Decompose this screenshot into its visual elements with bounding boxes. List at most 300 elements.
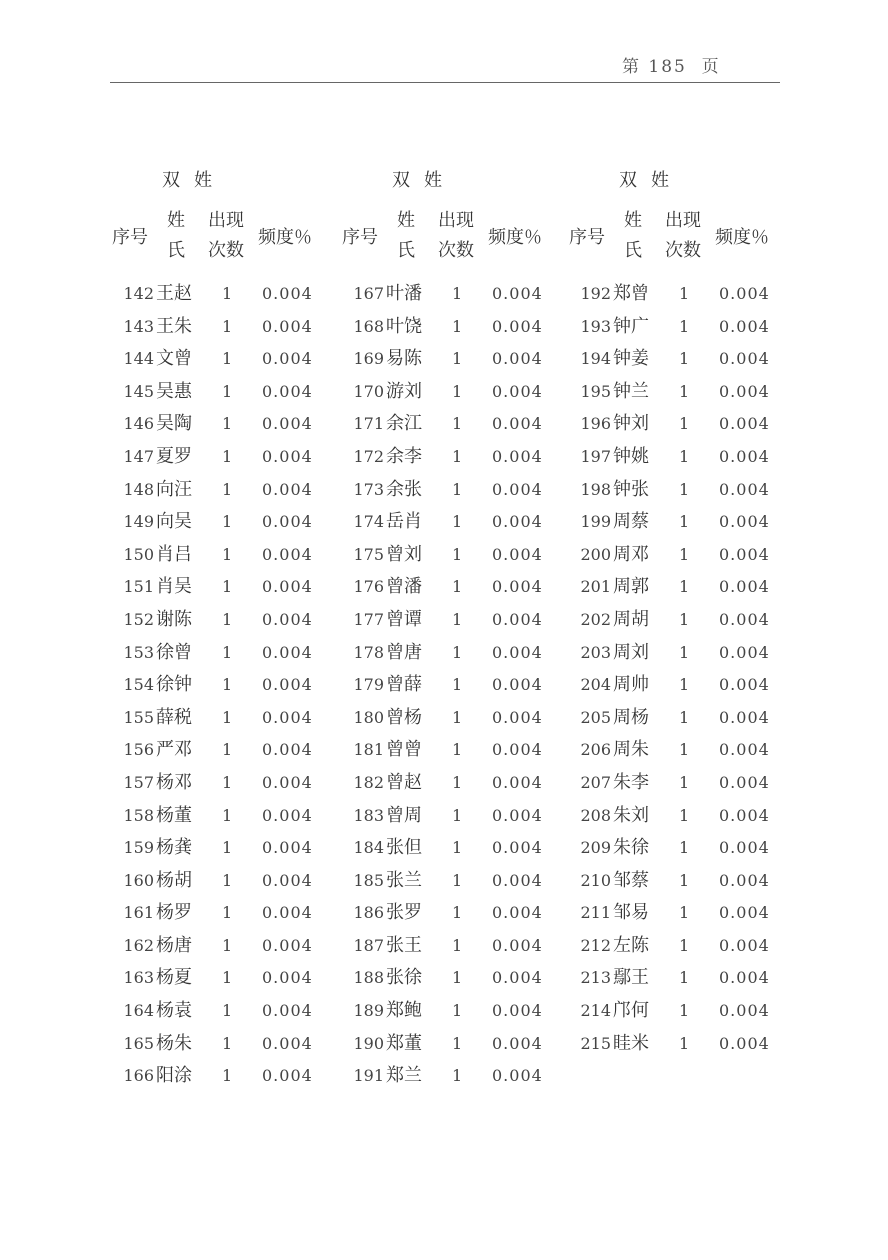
row-frequency: 0.004 bbox=[492, 772, 543, 792]
row-surname: 周邓 bbox=[613, 543, 649, 565]
row-count: 1 bbox=[679, 446, 690, 466]
row-seq: 188 bbox=[353, 968, 384, 988]
row-surname: 游刘 bbox=[386, 380, 422, 402]
row-surname: 夏罗 bbox=[156, 445, 192, 467]
row-seq: 150 bbox=[123, 544, 154, 564]
table-row bbox=[565, 278, 805, 311]
row-seq: 175 bbox=[353, 544, 384, 564]
row-count: 1 bbox=[679, 479, 690, 499]
row-frequency: 0.004 bbox=[719, 1001, 770, 1021]
row-seq: 208 bbox=[580, 805, 611, 825]
row-count: 1 bbox=[679, 1001, 690, 1021]
row-seq: 187 bbox=[353, 935, 384, 955]
table-rows bbox=[108, 278, 348, 1093]
row-seq: 148 bbox=[123, 479, 154, 499]
row-frequency: 0.004 bbox=[719, 740, 770, 760]
row-frequency: 0.004 bbox=[492, 740, 543, 760]
row-count: 1 bbox=[222, 805, 233, 825]
row-seq: 204 bbox=[580, 675, 611, 695]
row-surname: 钟姜 bbox=[613, 348, 649, 370]
column-header-freq: 频度％ bbox=[488, 227, 542, 248]
row-surname: 王朱 bbox=[156, 315, 192, 337]
table-row bbox=[108, 441, 348, 474]
row-surname: 余李 bbox=[386, 445, 422, 467]
row-surname: 余张 bbox=[386, 478, 422, 500]
row-seq: 202 bbox=[580, 609, 611, 629]
row-surname: 岳肖 bbox=[386, 511, 422, 533]
row-seq: 210 bbox=[580, 870, 611, 890]
row-surname: 周胡 bbox=[613, 608, 649, 630]
table-row bbox=[565, 408, 805, 441]
row-surname: 吴陶 bbox=[156, 413, 192, 435]
row-seq: 176 bbox=[353, 577, 384, 597]
table-row bbox=[338, 539, 578, 572]
row-seq: 196 bbox=[580, 414, 611, 434]
row-frequency: 0.004 bbox=[719, 577, 770, 597]
row-surname: 邹易 bbox=[613, 902, 649, 924]
row-surname: 王赵 bbox=[156, 283, 192, 304]
row-frequency: 0.004 bbox=[719, 805, 770, 825]
row-seq: 143 bbox=[123, 316, 154, 336]
column-header-name bbox=[165, 206, 187, 266]
row-seq: 192 bbox=[580, 284, 611, 303]
row-frequency: 0.004 bbox=[262, 1033, 313, 1053]
table-row bbox=[565, 767, 805, 800]
row-surname: 杨董 bbox=[156, 804, 192, 826]
table-row bbox=[565, 539, 805, 572]
row-seq: 205 bbox=[580, 707, 611, 727]
table-row bbox=[108, 962, 348, 995]
row-surname: 徐钟 bbox=[156, 674, 192, 696]
row-count: 1 bbox=[452, 772, 463, 792]
row-frequency: 0.004 bbox=[262, 1001, 313, 1021]
column-header-count bbox=[663, 206, 703, 266]
row-seq: 177 bbox=[353, 609, 384, 629]
row-frequency: 0.004 bbox=[719, 968, 770, 988]
table-row bbox=[338, 669, 578, 702]
row-surname: 曾薛 bbox=[386, 674, 422, 696]
row-seq: 186 bbox=[353, 903, 384, 923]
row-seq: 201 bbox=[580, 577, 611, 597]
row-seq: 203 bbox=[580, 642, 611, 662]
row-surname: 张王 bbox=[386, 934, 422, 956]
row-frequency: 0.004 bbox=[719, 903, 770, 923]
row-seq: 161 bbox=[123, 903, 154, 923]
table-row bbox=[338, 897, 578, 930]
row-count: 1 bbox=[222, 870, 233, 890]
row-surname: 张但 bbox=[386, 837, 422, 859]
row-frequency: 0.004 bbox=[492, 903, 543, 923]
row-count: 1 bbox=[222, 675, 233, 695]
row-frequency: 0.004 bbox=[492, 1033, 543, 1053]
row-surname: 杨龚 bbox=[156, 837, 192, 859]
row-surname: 曾唐 bbox=[386, 641, 422, 663]
row-surname: 郑曾 bbox=[613, 283, 649, 304]
row-seq: 198 bbox=[580, 479, 611, 499]
row-count: 1 bbox=[679, 381, 690, 401]
row-seq: 172 bbox=[353, 446, 384, 466]
row-seq: 179 bbox=[353, 675, 384, 695]
row-count: 1 bbox=[452, 838, 463, 858]
row-surname: 钟兰 bbox=[613, 380, 649, 402]
row-count: 1 bbox=[679, 707, 690, 727]
row-count: 1 bbox=[452, 544, 463, 564]
column-header-count-line1: 出现 bbox=[438, 210, 474, 231]
table-row bbox=[338, 311, 578, 344]
row-surname: 肖吴 bbox=[156, 576, 192, 598]
table-row bbox=[565, 343, 805, 376]
row-seq: 170 bbox=[353, 381, 384, 401]
row-frequency: 0.004 bbox=[492, 968, 543, 988]
row-surname: 鄢王 bbox=[613, 967, 649, 989]
table-row bbox=[338, 1028, 578, 1061]
row-frequency: 0.004 bbox=[492, 805, 543, 825]
row-count: 1 bbox=[452, 609, 463, 629]
row-count: 1 bbox=[452, 316, 463, 336]
table-row bbox=[338, 278, 578, 311]
row-count: 1 bbox=[679, 512, 690, 532]
column-header-name-line2: 氏 bbox=[167, 240, 185, 261]
row-surname: 向汪 bbox=[156, 478, 192, 500]
table-row bbox=[565, 441, 805, 474]
row-count: 1 bbox=[679, 870, 690, 890]
row-count: 1 bbox=[452, 1033, 463, 1053]
row-count: 1 bbox=[222, 1066, 233, 1086]
row-count: 1 bbox=[679, 772, 690, 792]
column-header-name-line1: 姓 bbox=[624, 210, 642, 231]
table-row bbox=[108, 702, 348, 735]
row-seq: 155 bbox=[123, 707, 154, 727]
row-seq: 184 bbox=[353, 838, 384, 858]
row-count: 1 bbox=[222, 838, 233, 858]
row-frequency: 0.004 bbox=[492, 349, 543, 369]
row-count: 1 bbox=[679, 675, 690, 695]
table-row bbox=[108, 376, 348, 409]
column-header-name bbox=[395, 206, 417, 266]
row-seq: 144 bbox=[123, 349, 154, 369]
row-surname: 张徐 bbox=[386, 967, 422, 989]
row-seq: 191 bbox=[353, 1066, 384, 1086]
row-frequency: 0.004 bbox=[262, 544, 313, 564]
table-row bbox=[108, 474, 348, 507]
table-row bbox=[565, 897, 805, 930]
row-frequency: 0.004 bbox=[719, 316, 770, 336]
row-surname: 张罗 bbox=[386, 902, 422, 924]
row-seq: 159 bbox=[123, 838, 154, 858]
row-surname: 朱徐 bbox=[613, 837, 649, 859]
row-count: 1 bbox=[222, 414, 233, 434]
row-surname: 薛税 bbox=[156, 706, 192, 728]
row-seq: 147 bbox=[123, 446, 154, 466]
row-frequency: 0.004 bbox=[262, 968, 313, 988]
row-surname: 周杨 bbox=[613, 706, 649, 728]
row-frequency: 0.004 bbox=[492, 512, 543, 532]
group-title: 双姓 bbox=[162, 170, 226, 191]
row-surname: 钟刘 bbox=[613, 413, 649, 435]
row-seq: 152 bbox=[123, 609, 154, 629]
row-count: 1 bbox=[222, 544, 233, 564]
row-count: 1 bbox=[222, 446, 233, 466]
row-seq: 171 bbox=[353, 414, 384, 434]
table-rows bbox=[338, 278, 578, 1093]
row-seq: 193 bbox=[580, 316, 611, 336]
table-row bbox=[565, 311, 805, 344]
column-header-count-line2: 次数 bbox=[438, 240, 474, 261]
row-frequency: 0.004 bbox=[262, 903, 313, 923]
table-row bbox=[108, 995, 348, 1028]
table-row bbox=[108, 343, 348, 376]
row-surname: 余江 bbox=[386, 413, 422, 435]
row-surname: 徐曾 bbox=[156, 641, 192, 663]
column-header-count-line1: 出现 bbox=[665, 210, 701, 231]
row-count: 1 bbox=[452, 935, 463, 955]
row-seq: 162 bbox=[123, 935, 154, 955]
column-header-count-line1: 出现 bbox=[208, 210, 244, 231]
row-frequency: 0.004 bbox=[492, 1066, 543, 1086]
row-count: 1 bbox=[222, 349, 233, 369]
row-surname: 曾杨 bbox=[386, 706, 422, 728]
row-surname: 周郭 bbox=[613, 576, 649, 598]
row-seq: 145 bbox=[123, 381, 154, 401]
row-surname: 周蔡 bbox=[613, 511, 649, 533]
row-frequency: 0.004 bbox=[719, 284, 770, 303]
row-surname: 肖吕 bbox=[156, 543, 192, 565]
column-header-seq: 序号 bbox=[569, 227, 605, 248]
row-surname: 向吴 bbox=[156, 511, 192, 533]
row-count: 1 bbox=[679, 903, 690, 923]
row-frequency: 0.004 bbox=[719, 414, 770, 434]
table-row bbox=[565, 474, 805, 507]
table-row bbox=[338, 506, 578, 539]
table-row bbox=[108, 539, 348, 572]
row-count: 1 bbox=[452, 968, 463, 988]
row-frequency: 0.004 bbox=[492, 1001, 543, 1021]
row-count: 1 bbox=[452, 642, 463, 662]
row-seq: 158 bbox=[123, 805, 154, 825]
row-frequency: 0.004 bbox=[492, 675, 543, 695]
row-frequency: 0.004 bbox=[262, 349, 313, 369]
table-row bbox=[565, 1028, 805, 1061]
row-surname: 杨夏 bbox=[156, 967, 192, 989]
table-row bbox=[565, 604, 805, 637]
row-frequency: 0.004 bbox=[262, 381, 313, 401]
table-row bbox=[108, 278, 348, 311]
row-surname: 邹蔡 bbox=[613, 869, 649, 891]
table-row bbox=[338, 702, 578, 735]
table-row bbox=[108, 865, 348, 898]
row-surname: 杨罗 bbox=[156, 902, 192, 924]
row-surname: 邝何 bbox=[613, 1000, 649, 1022]
row-seq: 142 bbox=[123, 284, 154, 303]
table-row bbox=[565, 571, 805, 604]
row-surname: 郑兰 bbox=[386, 1065, 422, 1087]
row-count: 1 bbox=[679, 838, 690, 858]
table-row bbox=[108, 1060, 348, 1093]
row-seq: 189 bbox=[353, 1001, 384, 1021]
row-seq: 149 bbox=[123, 512, 154, 532]
row-seq: 212 bbox=[580, 935, 611, 955]
row-count: 1 bbox=[222, 903, 233, 923]
row-count: 1 bbox=[452, 675, 463, 695]
row-count: 1 bbox=[222, 642, 233, 662]
table-row bbox=[338, 930, 578, 963]
row-frequency: 0.004 bbox=[262, 870, 313, 890]
row-surname: 左陈 bbox=[613, 934, 649, 956]
row-surname: 曾刘 bbox=[386, 543, 422, 565]
table-row bbox=[338, 571, 578, 604]
row-frequency: 0.004 bbox=[262, 479, 313, 499]
column-header-name-line1: 姓 bbox=[167, 210, 185, 231]
row-surname: 杨朱 bbox=[156, 1032, 192, 1054]
table-row bbox=[338, 767, 578, 800]
row-count: 1 bbox=[679, 316, 690, 336]
table-row bbox=[338, 865, 578, 898]
row-frequency: 0.004 bbox=[492, 838, 543, 858]
row-count: 1 bbox=[679, 414, 690, 434]
row-surname: 张兰 bbox=[386, 869, 422, 891]
row-seq: 168 bbox=[353, 316, 384, 336]
table-row bbox=[338, 995, 578, 1028]
row-count: 1 bbox=[679, 740, 690, 760]
row-count: 1 bbox=[222, 577, 233, 597]
row-frequency: 0.004 bbox=[492, 935, 543, 955]
row-surname: 杨胡 bbox=[156, 869, 192, 891]
row-seq: 200 bbox=[580, 544, 611, 564]
row-count: 1 bbox=[452, 707, 463, 727]
column-header-freq: 频度％ bbox=[715, 227, 769, 248]
row-surname: 钟广 bbox=[613, 315, 649, 337]
row-count: 1 bbox=[452, 740, 463, 760]
row-count: 1 bbox=[679, 968, 690, 988]
row-seq: 164 bbox=[123, 1001, 154, 1021]
row-seq: 213 bbox=[580, 968, 611, 988]
row-seq: 190 bbox=[353, 1033, 384, 1053]
row-seq: 167 bbox=[353, 284, 384, 303]
row-count: 1 bbox=[222, 609, 233, 629]
row-count: 1 bbox=[452, 870, 463, 890]
column-header-name-line2: 氏 bbox=[397, 240, 415, 261]
row-seq: 197 bbox=[580, 446, 611, 466]
row-frequency: 0.004 bbox=[719, 642, 770, 662]
table-row bbox=[108, 637, 348, 670]
row-frequency: 0.004 bbox=[262, 609, 313, 629]
row-frequency: 0.004 bbox=[492, 446, 543, 466]
row-frequency: 0.004 bbox=[262, 805, 313, 825]
row-seq: 209 bbox=[580, 838, 611, 858]
row-surname: 眭米 bbox=[613, 1032, 649, 1054]
row-count: 1 bbox=[222, 772, 233, 792]
row-count: 1 bbox=[222, 935, 233, 955]
row-seq: 146 bbox=[123, 414, 154, 434]
row-seq: 178 bbox=[353, 642, 384, 662]
table-row bbox=[565, 734, 805, 767]
table-row bbox=[565, 800, 805, 833]
column-header-name bbox=[622, 206, 644, 266]
table-panel-1 bbox=[108, 0, 348, 1260]
row-frequency: 0.004 bbox=[262, 284, 313, 303]
row-seq: 174 bbox=[353, 512, 384, 532]
row-frequency: 0.004 bbox=[262, 838, 313, 858]
row-frequency: 0.004 bbox=[492, 316, 543, 336]
row-surname: 易陈 bbox=[386, 348, 422, 370]
row-count: 1 bbox=[452, 1066, 463, 1086]
row-frequency: 0.004 bbox=[719, 349, 770, 369]
table-row bbox=[108, 604, 348, 637]
row-seq: 173 bbox=[353, 479, 384, 499]
row-frequency: 0.004 bbox=[492, 577, 543, 597]
table-row bbox=[565, 865, 805, 898]
row-count: 1 bbox=[452, 805, 463, 825]
row-surname: 严邓 bbox=[156, 739, 192, 761]
row-frequency: 0.004 bbox=[492, 479, 543, 499]
row-surname: 杨袁 bbox=[156, 1000, 192, 1022]
row-seq: 194 bbox=[580, 349, 611, 369]
table-row bbox=[565, 637, 805, 670]
row-seq: 169 bbox=[353, 349, 384, 369]
row-frequency: 0.004 bbox=[492, 642, 543, 662]
table-row bbox=[338, 637, 578, 670]
row-count: 1 bbox=[222, 707, 233, 727]
row-seq: 183 bbox=[353, 805, 384, 825]
row-surname: 周刘 bbox=[613, 641, 649, 663]
group-title: 双姓 bbox=[392, 170, 456, 191]
row-frequency: 0.004 bbox=[262, 707, 313, 727]
table-row bbox=[108, 571, 348, 604]
column-header-count-line2: 次数 bbox=[665, 240, 701, 261]
row-seq: 166 bbox=[123, 1066, 154, 1086]
column-header-freq: 频度％ bbox=[258, 227, 312, 248]
row-count: 1 bbox=[222, 479, 233, 499]
row-count: 1 bbox=[222, 512, 233, 532]
row-seq: 156 bbox=[123, 740, 154, 760]
row-count: 1 bbox=[679, 609, 690, 629]
row-frequency: 0.004 bbox=[719, 446, 770, 466]
table-row bbox=[338, 604, 578, 637]
row-frequency: 0.004 bbox=[719, 544, 770, 564]
row-frequency: 0.004 bbox=[719, 381, 770, 401]
row-count: 1 bbox=[452, 512, 463, 532]
row-surname: 曾曾 bbox=[386, 739, 422, 761]
row-surname: 周帅 bbox=[613, 674, 649, 696]
row-count: 1 bbox=[679, 1033, 690, 1053]
row-frequency: 0.004 bbox=[262, 1066, 313, 1086]
row-frequency: 0.004 bbox=[262, 935, 313, 955]
row-frequency: 0.004 bbox=[492, 544, 543, 564]
table-row bbox=[338, 441, 578, 474]
row-frequency: 0.004 bbox=[262, 316, 313, 336]
table-row bbox=[108, 832, 348, 865]
row-count: 1 bbox=[222, 284, 233, 303]
table-row bbox=[108, 800, 348, 833]
table-row bbox=[565, 995, 805, 1028]
row-seq: 157 bbox=[123, 772, 154, 792]
row-seq: 181 bbox=[353, 740, 384, 760]
row-frequency: 0.004 bbox=[262, 577, 313, 597]
table-row bbox=[108, 1028, 348, 1061]
row-seq: 154 bbox=[123, 675, 154, 695]
row-surname: 曾周 bbox=[386, 804, 422, 826]
row-frequency: 0.004 bbox=[262, 772, 313, 792]
row-surname: 文曾 bbox=[156, 348, 192, 370]
row-seq: 151 bbox=[123, 577, 154, 597]
row-frequency: 0.004 bbox=[719, 935, 770, 955]
row-count: 1 bbox=[452, 446, 463, 466]
row-seq: 199 bbox=[580, 512, 611, 532]
row-count: 1 bbox=[679, 805, 690, 825]
row-surname: 杨唐 bbox=[156, 934, 192, 956]
row-frequency: 0.004 bbox=[719, 609, 770, 629]
row-count: 1 bbox=[222, 968, 233, 988]
